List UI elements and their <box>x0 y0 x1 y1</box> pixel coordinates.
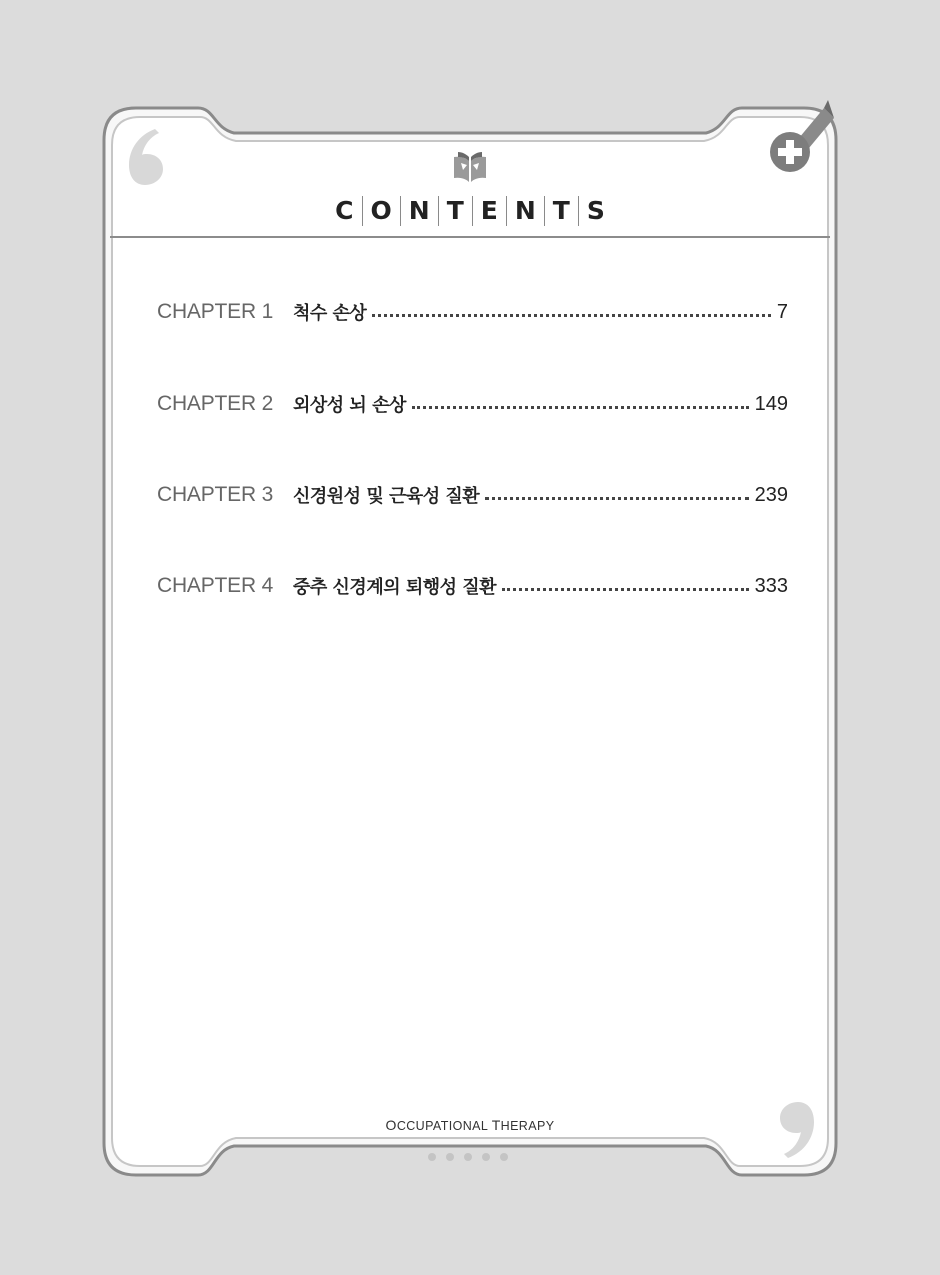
title-letter: T <box>446 196 464 225</box>
footer-word: HERAPY <box>500 1119 555 1133</box>
toc-entry-chapter-2[interactable] <box>157 388 788 420</box>
open-quote-icon <box>125 127 169 187</box>
page-dot <box>428 1153 436 1161</box>
title-letter: C <box>335 196 354 225</box>
toc-entry-chapter-1[interactable] <box>157 296 788 328</box>
title-letter: E <box>480 196 498 225</box>
dot-leader <box>485 497 748 500</box>
chapter-title: 중추 신경계의 퇴행성 질환 <box>293 577 497 598</box>
chapter-label: CHAPTER 4 <box>157 574 274 597</box>
page-dots <box>428 1153 508 1161</box>
title-letter: T <box>552 196 570 225</box>
page-dot <box>482 1153 490 1161</box>
title-letter: O <box>370 196 392 225</box>
title-letter: N <box>408 196 430 225</box>
header-divider <box>110 236 830 238</box>
chapter-title: 신경원성 및 근육성 질환 <box>293 486 480 507</box>
page-dot <box>446 1153 454 1161</box>
chapter-title: 척수 손상 <box>293 303 367 324</box>
page-number: 333 <box>754 574 788 597</box>
dot-leader <box>372 314 771 317</box>
page-number: 149 <box>754 392 788 415</box>
contents-title <box>110 196 830 226</box>
chapter-label: CHAPTER 1 <box>157 300 274 323</box>
footer-initial: T <box>491 1117 501 1133</box>
footer-word: CCUPATIONAL <box>396 1119 492 1133</box>
page-number: 239 <box>754 483 788 506</box>
plus-pencil-icon <box>768 100 838 175</box>
page-dot <box>500 1153 508 1161</box>
page-number: 7 <box>776 300 788 323</box>
open-book-icon <box>451 148 489 186</box>
chapter-label: CHAPTER 2 <box>157 392 274 415</box>
toc-entry-chapter-4[interactable] <box>157 570 788 602</box>
title-letter: S <box>586 196 605 225</box>
dot-leader <box>412 406 749 409</box>
footer-book-title <box>110 1117 830 1133</box>
page-dot <box>464 1153 472 1161</box>
chapter-label: CHAPTER 3 <box>157 483 274 506</box>
dot-leader <box>502 588 749 591</box>
title-letter: N <box>514 196 536 225</box>
chapter-title: 외상성 뇌 손상 <box>293 395 406 416</box>
footer-initial: O <box>385 1117 397 1133</box>
toc-entry-chapter-3[interactable] <box>157 479 788 511</box>
